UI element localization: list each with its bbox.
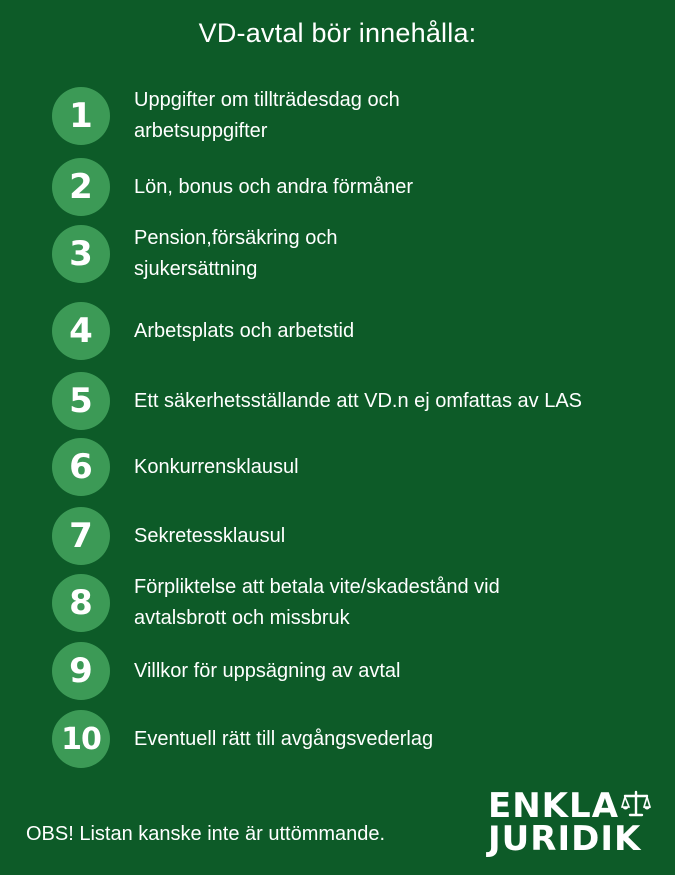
number-badge: 4 bbox=[52, 302, 110, 360]
scale-icon bbox=[621, 790, 651, 818]
number-badge: 3 bbox=[52, 225, 110, 283]
number-badge: 10 bbox=[52, 710, 110, 768]
item-text: Villkor för uppsägning av avtal bbox=[134, 659, 401, 682]
disclaimer-note: OBS! Listan kanske inte är uttömmande. bbox=[26, 823, 386, 845]
list-item bbox=[52, 438, 652, 496]
item-text: Eventuell rätt till avgångsvederlag bbox=[134, 727, 434, 750]
list-item bbox=[52, 710, 652, 768]
list-item bbox=[52, 372, 652, 430]
number-badge: 8 bbox=[52, 574, 110, 632]
logo-line1: ENKLA bbox=[488, 786, 620, 826]
number-badge: 9 bbox=[52, 642, 110, 700]
enkla-juridik-logo bbox=[488, 786, 658, 859]
item-text: Arbetsplats och arbetstid bbox=[134, 319, 355, 342]
number-badge: 1 bbox=[52, 87, 110, 145]
item-text: Sekretessklausul bbox=[134, 524, 286, 547]
list-item bbox=[52, 642, 652, 700]
list-item bbox=[52, 574, 652, 632]
item-text: Lön, bonus och andra förmåner bbox=[134, 175, 414, 198]
list-item bbox=[52, 158, 652, 216]
logo-line2: JURIDIK bbox=[488, 819, 642, 859]
list-item bbox=[52, 225, 652, 283]
list-item bbox=[52, 87, 652, 145]
list-item bbox=[52, 302, 652, 360]
item-text: Uppgifter om tillträdesdag och arbetsuppgifter bbox=[134, 89, 400, 142]
item-text: Pension,försäkring och sjukersättning bbox=[134, 227, 338, 280]
page-title: VD-avtal bör innehålla: bbox=[198, 18, 477, 48]
list-item bbox=[52, 507, 652, 565]
item-text: Konkurrensklausul bbox=[134, 455, 299, 478]
number-badge: 5 bbox=[52, 372, 110, 430]
item-text: Ett säkerhetsställande att VD.n ej omfattas av LAS bbox=[134, 389, 583, 412]
number-badge: 7 bbox=[52, 507, 110, 565]
number-badge: 2 bbox=[52, 158, 110, 216]
item-text: Förpliktelse att betala vite/skadestånd vid avtalsbrott och missbruk bbox=[134, 576, 500, 629]
number-badge: 6 bbox=[52, 438, 110, 496]
